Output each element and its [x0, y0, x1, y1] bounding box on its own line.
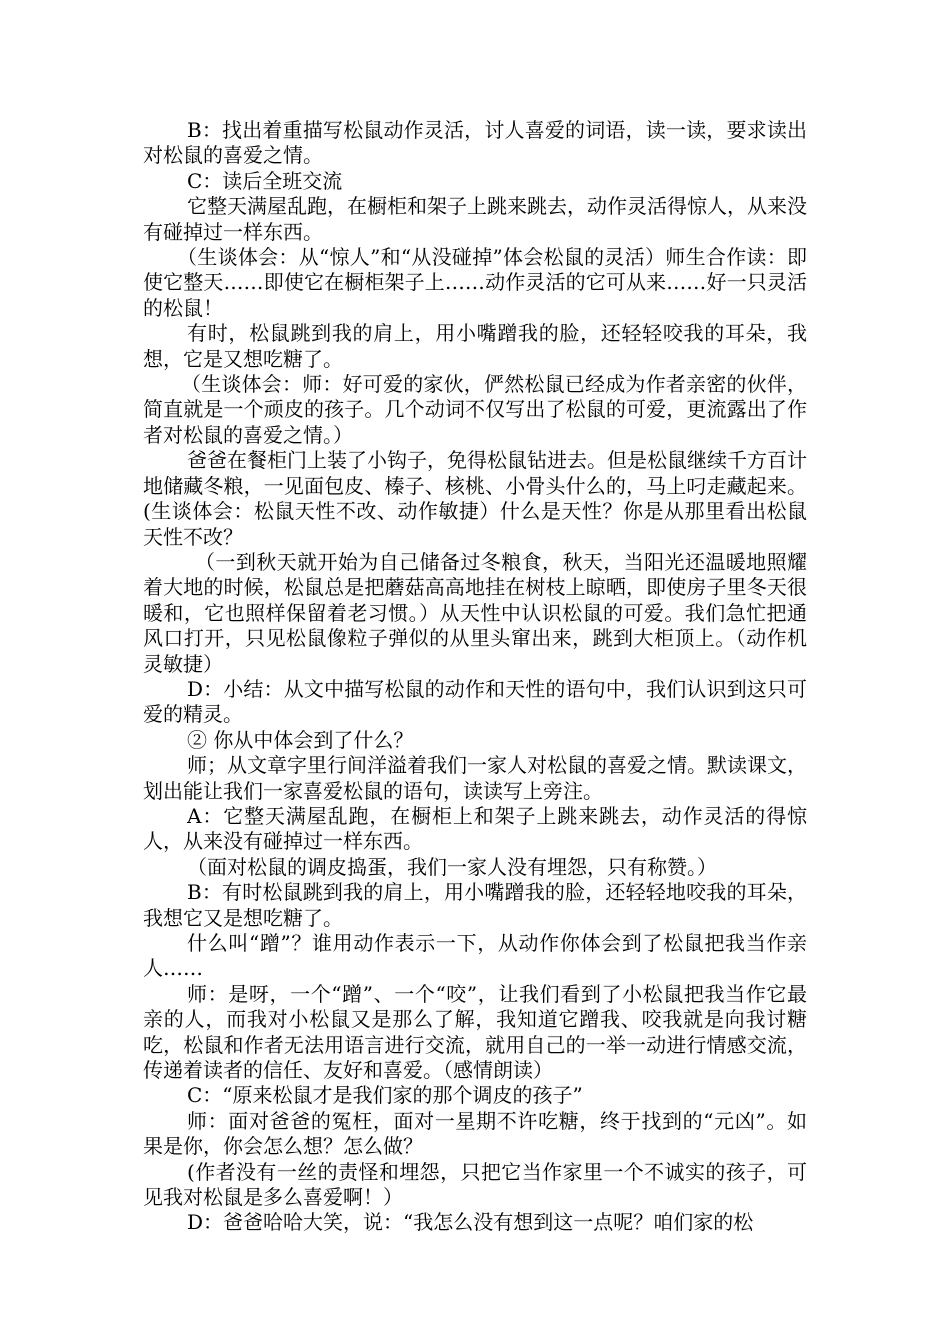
paragraph-student-reflection-1: （生谈体会：从“惊人”和“从没碰掉”体会松鼠的灵活）师生合作读：即使它整天……即使它在橱柜架子上……动作灵活的它可从来……好一只灵活的松鼠！ [143, 245, 807, 320]
paragraph-b-quote: B：有时松鼠跳到我的肩上，用小嘴蹭我的脸，还轻轻地咬我的耳朵，我想它又是想吃糖了。 [143, 880, 807, 930]
paragraph-c-naughty-child: C：“原来松鼠才是我们家的那个调皮的孩子” [187, 1083, 583, 1108]
paragraph-d-summary: D：小结：从文中描写松鼠的动作和天性的语句中，我们认识到这只可爱的精灵。 [143, 676, 807, 727]
paragraph-no-complaint: （面对松鼠的调皮捣蛋，我们一家人没有埋怨，只有称赞。） [187, 854, 717, 879]
paragraph-quote-hooks: 爸爸在餐柜门上装了小钩子，免得松鼠钻进去。但是松鼠继续千方百计地储藏冬粮，一见面包皮、榛子、核桃、小骨头什么的，马上叼走藏起来。(生谈体会：松鼠天性不改、动作敏捷）什么是天性？你是从那里看出松鼠天性不改？ [143, 448, 807, 549]
paragraph-b-find-words: B：找出着重描写松鼠动作灵活，讨人喜爱的词语，读一读，要求读出对松鼠的喜爱之情。 [143, 118, 807, 168]
paragraph-autumn-habit: （一到秋天就开始为自己储备过冬粮食，秋天，当阳光还温暖地照耀着大地的时候，松鼠总是把蘑菇高高地挂在树枝上晾晒，即使房子里冬天很暖和，它也照样保留着老习惯。）从天性中认识松鼠的可爱。我们急忙把通风口打开，只见松鼠像粒子弹似的从里头窜出来，跳到大柜顶上。（动作机灵敏捷） [143, 549, 807, 676]
paragraph-what-is-ceng: 什么叫“蹭”？谁用动作表示一下，从动作你体会到了松鼠把我当作亲人…… [143, 931, 807, 981]
paragraph-teacher-silent-reading: 师；从文章字里行间洋溢着我们一家人对松鼠的喜爱之情。默读课文，划出能让我们一家喜爱松鼠的语句，读读写上旁注。 [143, 753, 807, 803]
paragraph-author-no-blame: (作者没有一丝的责怪和埋怨，只把它当作家里一个不诚实的孩子，可见我对松鼠是多么喜爱啊！） [143, 1159, 807, 1210]
paragraph-d-father-laughs: D：爸爸哈哈大笑，说：“我怎么没有想到这一点呢？咱们家的松 [187, 1210, 754, 1235]
paragraph-question-2: ② 你从中体会到了什么？ [187, 727, 414, 752]
document-page [143, 118, 807, 1236]
paragraph-a-quote: A：它整天满屋乱跑，在橱柜上和架子上跳来跳去，动作灵活的得惊人，从来没有碰掉过一样东西。 [143, 803, 807, 854]
paragraph-quote-running: 它整天满屋乱跑，在橱柜和架子上跳来跳去，动作灵活得惊人，从来没有碰掉过一样东西。 [143, 194, 807, 244]
paragraph-c-class-exchange: C：读后全班交流 [187, 168, 343, 193]
paragraph-student-reflection-2: （生谈体会：师：好可爱的家伙，俨然松鼠已经成为作者亲密的伙伴，简直就是一个顽皮的孩子。几个动词不仅写出了松鼠的可爱，更流露出了作者对松鼠的喜爱之情。） [143, 372, 807, 447]
paragraph-quote-shoulder: 有时，松鼠跳到我的肩上，用小嘴蹭我的脸，还轻轻咬我的耳朵，我想，它是又想吃糖了。 [143, 321, 807, 371]
paragraph-teacher-ceng-yao: 师：是呀，一个“蹭”、一个“咬”，让我们看到了小松鼠把我当作它最亲的人，而我对小松鼠又是那么了解，我知道它蹭我、咬我就是向我讨糖吃，松鼠和作者无法用语言进行交流，就用自己的一举一动进行情感交流，传递着读者的信任、友好和喜爱。（感情朗读） [143, 981, 807, 1083]
paragraph-teacher-culprit: 师：面对爸爸的冤枉，面对一星期不许吃糖，终于找到的“元凶”。如果是你，你会怎么想？怎么做？ [143, 1108, 807, 1159]
